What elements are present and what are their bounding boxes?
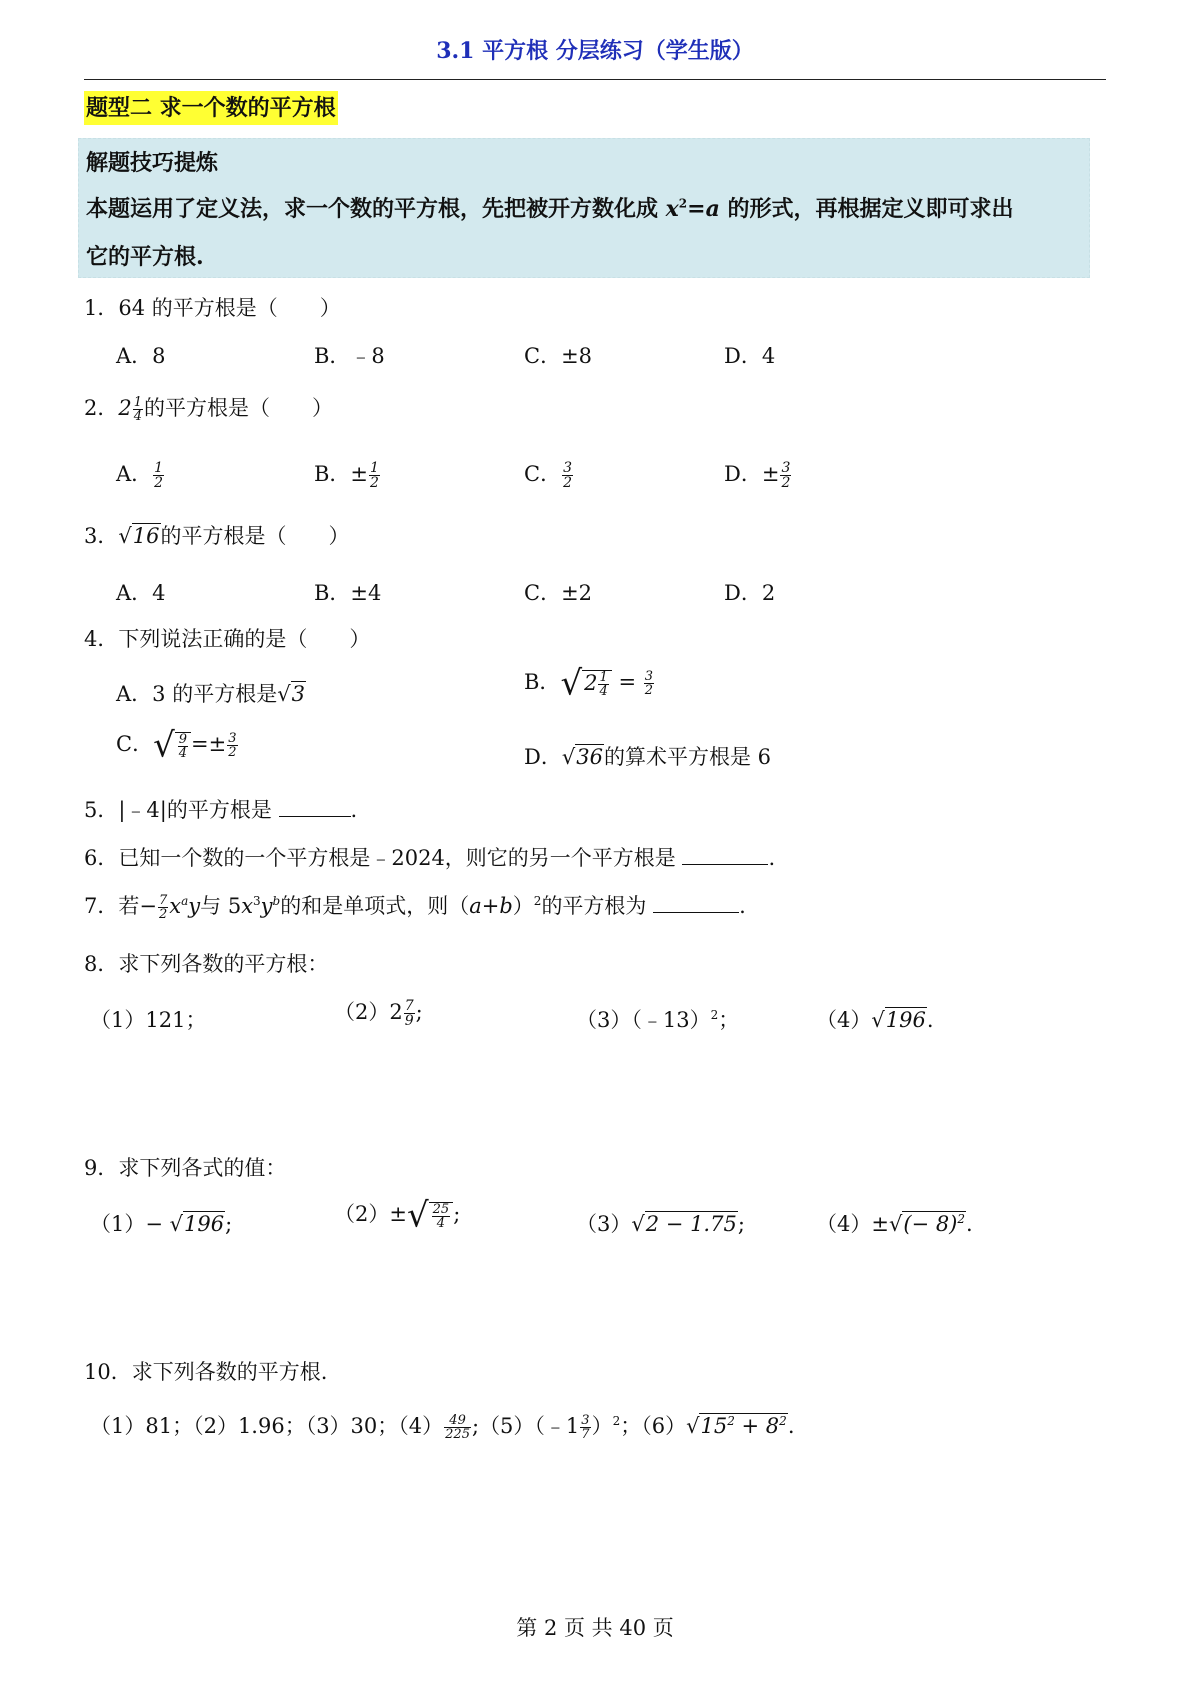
q4-stem: 4．下列说法正确的是（ ） — [84, 627, 371, 651]
page-footer: 第 2 页 共 40 页 — [516, 1616, 674, 1640]
page-header: 3.1 平方根 分层练习（学生版） — [436, 38, 754, 64]
q2-option-c: C． $\frac{3}{2}$ — [524, 460, 572, 491]
q2-option-a: A． $\frac{1}{2}$ — [116, 460, 164, 491]
q2-option-b: B．± $\frac{1}{2}$ — [314, 460, 379, 491]
q4-option-d: D．√36的算术平方根是 6 — [524, 745, 772, 769]
q9-part-1: （1）− √196; — [90, 1212, 233, 1236]
q4-option-a: A．3 的平方根是√3 — [116, 682, 305, 706]
q8-part-2: （2）2 $\frac{7}{9}$ ; — [334, 998, 423, 1029]
answer-blank[interactable] — [682, 864, 768, 865]
tip-line-2: 它的平方根. — [86, 244, 204, 270]
q6-stem: 6．已知一个数的一个平方根是﹣2024，则它的另一个平方根是 . — [84, 846, 776, 870]
q10-parts: （1）81；（2）1.96；（3）30；（4） $\frac{49}{225}$ ;（5）（﹣1 $\frac{3}{7}$ ）$^2$；$(6)√15^2 + 8^2$. — [90, 1413, 795, 1442]
q3-option-d: D．2 — [724, 581, 776, 605]
q8-part-3: （3）（﹣13）$^2$； — [576, 1008, 740, 1032]
q9-part-3: （3）√2 − 1.75; — [576, 1212, 745, 1236]
q2-option-d: D．± $\frac{3}{2}$ — [724, 460, 791, 491]
q8-part-4: （4）√196. — [816, 1008, 934, 1032]
q8-part-1: （1）121； — [90, 1008, 207, 1032]
q9-stem: 9．求下列各式的值： — [84, 1156, 287, 1180]
header-rule — [84, 79, 1106, 80]
q5-stem: 5．|﹣4|的平方根是 . — [84, 798, 358, 822]
q1-option-c: C．±8 — [524, 344, 593, 368]
tip-title: 解题技巧提炼 — [86, 150, 219, 176]
q9-part-4: $(4)\pm√(- 8)^2$. — [816, 1212, 973, 1236]
section-title: 题型二 求一个数的平方根 — [84, 91, 338, 125]
answer-blank[interactable] — [279, 816, 351, 817]
q3-option-c: C．±2 — [524, 581, 593, 605]
q1-option-b: B．﹣8 — [314, 344, 385, 368]
q9-part-2: （2）±√ $\frac{25}{4}$ ; — [334, 1195, 461, 1236]
sqrt-16: √16 — [118, 524, 160, 548]
q4-option-c: C．√ $\frac{9}{4}$ =± $\frac{3}{2}$ — [116, 725, 237, 766]
q1-stem: 1．64 的平方根是（ ） — [84, 296, 341, 320]
q4-option-b: B．√2 $\frac{1}{4}$ = $\frac{3}{2}$ — [524, 663, 653, 704]
q1-option-d: D．4 — [724, 344, 776, 368]
mixed-fraction: $\frac{1}{4}$ — [133, 395, 143, 424]
q2-stem: 2．2 $\frac{1}{4}$ 的平方根是（ ） — [84, 395, 334, 424]
q7-stem: 7．若− $\frac{7}{2}$ $x^ay$与 $5x^3y^b$的和是单项式，则$(a+b)^2$的平方根为 . — [84, 893, 746, 922]
tip-line-1: 本题运用了定义法，求一个数的平方根，先把被开方数化成 $x^2=a$ 的形式，再根据定义即可求出 — [86, 196, 1014, 222]
q3-stem: 3．√16的平方根是（ ） — [84, 524, 350, 548]
q3-option-a: A．4 — [116, 581, 166, 605]
q1-option-a: A．8 — [116, 344, 166, 368]
q8-stem: 8．求下列各数的平方根： — [84, 952, 329, 976]
answer-blank[interactable] — [653, 912, 739, 913]
q10-stem: 10．求下列各数的平方根. — [84, 1360, 328, 1384]
q3-option-b: B．±4 — [314, 581, 382, 605]
